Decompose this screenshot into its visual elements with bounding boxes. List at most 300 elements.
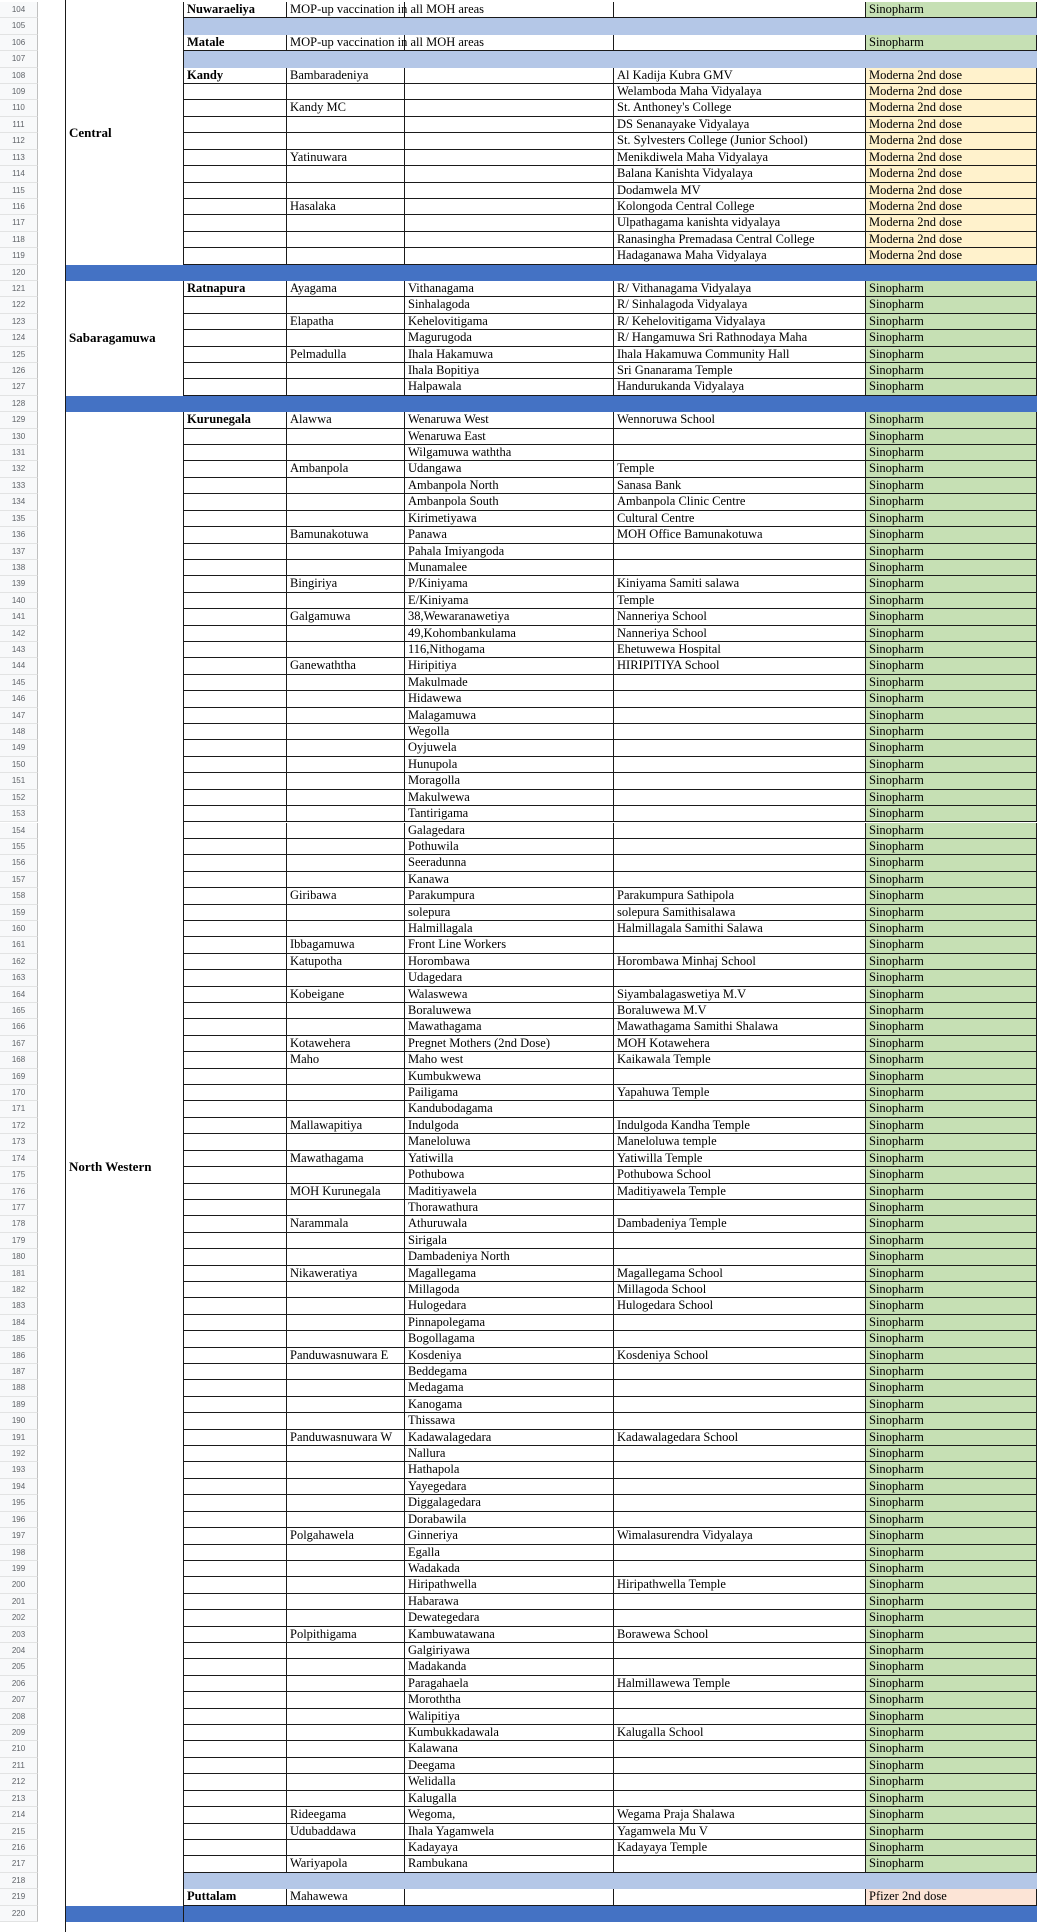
cell-area[interactable] — [405, 84, 614, 100]
cell-district[interactable]: Nuwaraeliya — [184, 2, 287, 18]
cell-center[interactable] — [614, 773, 866, 789]
row-number[interactable]: 145 — [0, 675, 38, 691]
cell-center[interactable] — [614, 937, 866, 953]
cell-vaccine[interactable]: Sinopharm — [866, 987, 1037, 1003]
cell-district[interactable] — [184, 527, 287, 543]
cell-area[interactable]: Ambanpola South — [405, 494, 614, 510]
row-number[interactable]: 129 — [0, 412, 38, 428]
cell-district[interactable] — [184, 1577, 287, 1593]
row-number[interactable]: 203 — [0, 1627, 38, 1643]
cell-vaccine[interactable]: Sinopharm — [866, 1184, 1037, 1200]
cell-center[interactable] — [614, 1331, 866, 1347]
cell-moh[interactable] — [287, 1758, 405, 1774]
row-number[interactable]: 119 — [0, 248, 38, 264]
cell-area[interactable]: Diggalagedara — [405, 1495, 614, 1511]
cell-district[interactable] — [184, 839, 287, 855]
cell-area[interactable]: Beddegama — [405, 1364, 614, 1380]
cell-area[interactable]: Medagama — [405, 1380, 614, 1396]
cell-moh[interactable] — [287, 166, 405, 182]
cell-moh[interactable]: Hasalaka — [287, 199, 405, 215]
cell-area[interactable]: Wenaruwa East — [405, 429, 614, 445]
cell-district[interactable] — [184, 1167, 287, 1183]
cell-area[interactable]: Wegolla — [405, 724, 614, 740]
cell-moh[interactable]: Ambanpola — [287, 461, 405, 477]
cell-district[interactable] — [184, 1298, 287, 1314]
row-number[interactable]: 218 — [0, 1873, 38, 1889]
cell-district[interactable] — [184, 84, 287, 100]
row-number[interactable]: 121 — [0, 281, 38, 297]
cell-district[interactable] — [184, 1200, 287, 1216]
row-number[interactable]: 109 — [0, 84, 38, 100]
cell-vaccine[interactable]: Sinopharm — [866, 1610, 1037, 1626]
cell-center[interactable] — [614, 757, 866, 773]
cell-area[interactable]: Dorabawila — [405, 1512, 614, 1528]
cell-center[interactable]: Kadayaya Temple — [614, 1840, 866, 1856]
row-number[interactable]: 182 — [0, 1282, 38, 1298]
cell-district[interactable] — [184, 1249, 287, 1265]
cell-district[interactable] — [184, 1741, 287, 1757]
row-number[interactable]: 132 — [0, 461, 38, 477]
cell-moh[interactable]: Rideegama — [287, 1807, 405, 1823]
cell-area[interactable] — [405, 166, 614, 182]
cell-area[interactable]: Wenaruwa West — [405, 412, 614, 428]
row-number[interactable]: 213 — [0, 1791, 38, 1807]
cell-center[interactable]: Nanneriya School — [614, 609, 866, 625]
cell-center[interactable]: Welamboda Maha Vidyalaya — [614, 84, 866, 100]
cell-moh[interactable] — [287, 445, 405, 461]
cell-center[interactable]: Balana Kanishta Vidyalaya — [614, 166, 866, 182]
cell-area[interactable]: Kanawa — [405, 872, 614, 888]
cell-area[interactable]: Kalugalla — [405, 1791, 614, 1807]
cell-moh[interactable] — [287, 1462, 405, 1478]
cell-moh[interactable] — [287, 429, 405, 445]
cell-district[interactable]: Kurunegala — [184, 412, 287, 428]
cell-vaccine[interactable]: Sinopharm — [866, 806, 1037, 822]
cell-vaccine[interactable]: Sinopharm — [866, 1413, 1037, 1429]
cell-moh[interactable]: MOP-up vaccination in all MOH areas — [287, 35, 405, 51]
cell-vaccine[interactable]: Sinopharm — [866, 790, 1037, 806]
row-number[interactable]: 112 — [0, 133, 38, 149]
cell-moh[interactable] — [287, 1085, 405, 1101]
cell-center[interactable] — [614, 1758, 866, 1774]
cell-center[interactable]: Kiniyama Samiti salawa — [614, 576, 866, 592]
cell-moh[interactable]: Katupotha — [287, 954, 405, 970]
cell-vaccine[interactable]: Sinopharm — [866, 1118, 1037, 1134]
cell-center[interactable]: MOH Office Bamunakotuwa — [614, 527, 866, 543]
row-number[interactable]: 117 — [0, 215, 38, 231]
cell-district[interactable] — [184, 609, 287, 625]
cell-vaccine[interactable]: Sinopharm — [866, 1282, 1037, 1298]
cell-district[interactable] — [184, 1528, 287, 1544]
cell-vaccine[interactable]: Sinopharm — [866, 1298, 1037, 1314]
cell-area[interactable]: Hiripathwella — [405, 1577, 614, 1593]
row-number[interactable]: 153 — [0, 806, 38, 822]
cell-center[interactable] — [614, 1512, 866, 1528]
cell-district[interactable] — [184, 1627, 287, 1643]
cell-district[interactable]: Ratnapura — [184, 281, 287, 297]
cell-moh[interactable]: Kotawehera — [287, 1036, 405, 1052]
cell-moh[interactable] — [287, 1840, 405, 1856]
row-number[interactable]: 142 — [0, 626, 38, 642]
row-number[interactable]: 194 — [0, 1479, 38, 1495]
cell-vaccine[interactable]: Sinopharm — [866, 1725, 1037, 1741]
cell-moh[interactable] — [287, 1003, 405, 1019]
cell-district[interactable] — [184, 100, 287, 116]
row-number[interactable]: 168 — [0, 1052, 38, 1068]
cell-district[interactable] — [184, 1676, 287, 1692]
row-number[interactable]: 202 — [0, 1610, 38, 1626]
cell-vaccine[interactable]: Sinopharm — [866, 1266, 1037, 1282]
cell-center[interactable]: Horombawa Minhaj School — [614, 954, 866, 970]
cell-district[interactable] — [184, 773, 287, 789]
row-number[interactable]: 165 — [0, 1003, 38, 1019]
cell-center[interactable] — [614, 675, 866, 691]
row-number[interactable]: 199 — [0, 1561, 38, 1577]
cell-district[interactable] — [184, 724, 287, 740]
cell-area[interactable]: Deegama — [405, 1758, 614, 1774]
cell-vaccine[interactable]: Sinopharm — [866, 724, 1037, 740]
cell-vaccine[interactable]: Moderna 2nd dose — [866, 150, 1037, 166]
cell-vaccine[interactable]: Sinopharm — [866, 1200, 1037, 1216]
cell-area[interactable]: Nallura — [405, 1446, 614, 1462]
cell-vaccine[interactable]: Sinopharm — [866, 921, 1037, 937]
cell-center[interactable]: HIRIPITIYA School — [614, 658, 866, 674]
cell-area[interactable]: Ihala Yagamwela — [405, 1824, 614, 1840]
row-number[interactable]: 148 — [0, 724, 38, 740]
row-number[interactable]: 214 — [0, 1807, 38, 1823]
cell-area[interactable]: Indulgoda — [405, 1118, 614, 1134]
cell-moh[interactable] — [287, 1200, 405, 1216]
cell-vaccine[interactable]: Moderna 2nd dose — [866, 84, 1037, 100]
cell-center[interactable]: R/ Kehelovitigama Vidyalaya — [614, 314, 866, 330]
cell-vaccine[interactable]: Sinopharm — [866, 1069, 1037, 1085]
row-number[interactable]: 156 — [0, 855, 38, 871]
cell-district[interactable] — [184, 330, 287, 346]
cell-district[interactable] — [184, 872, 287, 888]
cell-vaccine[interactable]: Sinopharm — [866, 954, 1037, 970]
cell-center[interactable]: Ehetuwewa Hospital — [614, 642, 866, 658]
row-number[interactable]: 122 — [0, 297, 38, 313]
cell-area[interactable]: Hunupola — [405, 757, 614, 773]
cell-district[interactable] — [184, 511, 287, 527]
cell-moh[interactable] — [287, 544, 405, 560]
cell-moh[interactable]: Panduwasnuwara E — [287, 1348, 405, 1364]
cell-center[interactable]: solepura Samithisalawa — [614, 905, 866, 921]
cell-vaccine[interactable]: Sinopharm — [866, 1709, 1037, 1725]
cell-vaccine[interactable]: Sinopharm — [866, 905, 1037, 921]
cell-vaccine[interactable]: Sinopharm — [866, 576, 1037, 592]
cell-area[interactable]: Hidawewa — [405, 691, 614, 707]
cell-moh[interactable] — [287, 1249, 405, 1265]
cell-center[interactable]: Boraluwewa M.V — [614, 1003, 866, 1019]
cell-area[interactable]: Ambanpola North — [405, 478, 614, 494]
cell-center[interactable]: Kolongoda Central College — [614, 199, 866, 215]
row-number[interactable]: 166 — [0, 1019, 38, 1035]
cell-vaccine[interactable]: Sinopharm — [866, 429, 1037, 445]
cell-center[interactable] — [614, 1249, 866, 1265]
cell-vaccine[interactable]: Sinopharm — [866, 1315, 1037, 1331]
cell-vaccine[interactable]: Sinopharm — [866, 1462, 1037, 1478]
cell-district[interactable] — [184, 1069, 287, 1085]
cell-area[interactable]: Panawa — [405, 527, 614, 543]
cell-area[interactable]: Hulogedara — [405, 1298, 614, 1314]
cell-district[interactable] — [184, 1216, 287, 1232]
row-number[interactable]: 172 — [0, 1118, 38, 1134]
cell-district[interactable] — [184, 1364, 287, 1380]
cell-center[interactable]: Yapahuwa Temple — [614, 1085, 866, 1101]
row-number[interactable]: 114 — [0, 166, 38, 182]
cell-district[interactable] — [184, 675, 287, 691]
cell-area[interactable]: Magurugoda — [405, 330, 614, 346]
cell-moh[interactable] — [287, 183, 405, 199]
cell-moh[interactable] — [287, 84, 405, 100]
cell-district[interactable] — [184, 658, 287, 674]
cell-moh[interactable]: Wariyapola — [287, 1856, 405, 1872]
cell-vaccine[interactable]: Sinopharm — [866, 527, 1037, 543]
cell-vaccine[interactable]: Sinopharm — [866, 658, 1037, 674]
cell-moh[interactable] — [287, 773, 405, 789]
cell-area[interactable]: Kandubodagama — [405, 1101, 614, 1117]
cell-moh[interactable]: Polpithigama — [287, 1627, 405, 1643]
cell-district[interactable] — [184, 494, 287, 510]
cell-vaccine[interactable]: Sinopharm — [866, 1348, 1037, 1364]
cell-vaccine[interactable]: Sinopharm — [866, 281, 1037, 297]
row-number[interactable]: 201 — [0, 1594, 38, 1610]
cell-moh[interactable] — [287, 806, 405, 822]
cell-moh[interactable] — [287, 1512, 405, 1528]
cell-district[interactable] — [184, 199, 287, 215]
cell-moh[interactable] — [287, 1577, 405, 1593]
cell-center[interactable] — [614, 560, 866, 576]
row-number[interactable]: 111 — [0, 117, 38, 133]
cell-center[interactable]: Temple — [614, 593, 866, 609]
cell-area[interactable]: Pothuwila — [405, 839, 614, 855]
cell-moh[interactable] — [287, 1019, 405, 1035]
cell-vaccine[interactable]: Moderna 2nd dose — [866, 166, 1037, 182]
cell-area[interactable]: Maneloluwa — [405, 1134, 614, 1150]
cell-vaccine[interactable]: Sinopharm — [866, 855, 1037, 871]
cell-area[interactable]: Rambukana — [405, 1856, 614, 1872]
cell-district[interactable] — [184, 1692, 287, 1708]
cell-district[interactable] — [184, 363, 287, 379]
row-number[interactable]: 185 — [0, 1331, 38, 1347]
cell-area[interactable]: Pothubowa — [405, 1167, 614, 1183]
cell-district[interactable] — [184, 1512, 287, 1528]
cell-vaccine[interactable]: Sinopharm — [866, 937, 1037, 953]
cell-area[interactable]: Tantirigama — [405, 806, 614, 822]
province-cell[interactable]: Sabaragamuwa — [66, 281, 184, 396]
cell-vaccine[interactable]: Sinopharm — [866, 1495, 1037, 1511]
cell-vaccine[interactable]: Sinopharm — [866, 1758, 1037, 1774]
cell-area[interactable]: Kosdeniya — [405, 1348, 614, 1364]
cell-vaccine[interactable]: Moderna 2nd dose — [866, 100, 1037, 116]
cell-area[interactable]: Maditiyawela — [405, 1184, 614, 1200]
cell-center[interactable]: R/ Sinhalagoda Vidyalaya — [614, 297, 866, 313]
cell-district[interactable] — [184, 248, 287, 264]
cell-district[interactable] — [184, 1019, 287, 1035]
cell-district[interactable] — [184, 314, 287, 330]
cell-area[interactable]: Vithanagama — [405, 281, 614, 297]
cell-vaccine[interactable]: Sinopharm — [866, 872, 1037, 888]
row-number[interactable]: 124 — [0, 330, 38, 346]
cell-area[interactable]: Dambadeniya North — [405, 1249, 614, 1265]
cell-vaccine[interactable]: Sinopharm — [866, 1807, 1037, 1823]
row-number[interactable]: 149 — [0, 740, 38, 756]
cell-vaccine[interactable]: Sinopharm — [866, 494, 1037, 510]
cell-center[interactable] — [614, 1610, 866, 1626]
cell-center[interactable]: Hulogedara School — [614, 1298, 866, 1314]
row-number[interactable]: 116 — [0, 199, 38, 215]
cell-district[interactable] — [184, 297, 287, 313]
cell-center[interactable] — [614, 1380, 866, 1396]
cell-area[interactable]: Habarawa — [405, 1594, 614, 1610]
cell-moh[interactable] — [287, 1725, 405, 1741]
row-number[interactable]: 211 — [0, 1758, 38, 1774]
cell-district[interactable] — [184, 1495, 287, 1511]
cell-center[interactable] — [614, 1692, 866, 1708]
cell-moh[interactable] — [287, 839, 405, 855]
cell-center[interactable]: Ihala Hakamuwa Community Hall — [614, 347, 866, 363]
cell-area[interactable]: Sinhalagoda — [405, 297, 614, 313]
row-number[interactable]: 189 — [0, 1397, 38, 1413]
cell-center[interactable] — [614, 823, 866, 839]
cell-vaccine[interactable]: Sinopharm — [866, 1627, 1037, 1643]
province-cell[interactable]: North Western — [66, 412, 184, 1922]
cell-area[interactable]: Paragahaela — [405, 1676, 614, 1692]
cell-vaccine[interactable]: Sinopharm — [866, 1824, 1037, 1840]
cell-vaccine[interactable]: Moderna 2nd dose — [866, 117, 1037, 133]
cell-vaccine[interactable]: Sinopharm — [866, 642, 1037, 658]
cell-area[interactable] — [405, 68, 614, 84]
cell-moh[interactable] — [287, 1774, 405, 1790]
cell-moh[interactable]: Kandy MC — [287, 100, 405, 116]
cell-area[interactable]: Kadawalagedara — [405, 1430, 614, 1446]
row-number[interactable]: 186 — [0, 1348, 38, 1364]
row-number[interactable]: 137 — [0, 544, 38, 560]
cell-district[interactable] — [184, 691, 287, 707]
cell-moh[interactable]: Mallawapitiya — [287, 1118, 405, 1134]
cell-moh[interactable] — [287, 691, 405, 707]
cell-moh[interactable] — [287, 642, 405, 658]
cell-vaccine[interactable]: Sinopharm — [866, 35, 1037, 51]
cell-vaccine[interactable]: Sinopharm — [866, 1249, 1037, 1265]
cell-center[interactable] — [614, 1856, 866, 1872]
cell-area[interactable]: Wadakada — [405, 1561, 614, 1577]
cell-area[interactable]: Boraluwewa — [405, 1003, 614, 1019]
cell-district[interactable] — [184, 921, 287, 937]
cell-center[interactable]: Indulgoda Kandha Temple — [614, 1118, 866, 1134]
cell-moh[interactable] — [287, 921, 405, 937]
cell-center[interactable]: Dambadeniya Temple — [614, 1216, 866, 1232]
cell-center[interactable] — [614, 839, 866, 855]
cell-moh[interactable] — [287, 1397, 405, 1413]
cell-vaccine[interactable]: Sinopharm — [866, 511, 1037, 527]
cell-area[interactable]: Udangawa — [405, 461, 614, 477]
cell-moh[interactable] — [287, 1676, 405, 1692]
cell-moh[interactable] — [287, 970, 405, 986]
cell-moh[interactable]: Panduwasnuwara W — [287, 1430, 405, 1446]
cell-moh[interactable] — [287, 1298, 405, 1314]
row-number[interactable]: 175 — [0, 1167, 38, 1183]
cell-area[interactable]: Galgiriyawa — [405, 1643, 614, 1659]
cell-moh[interactable]: Alawwa — [287, 412, 405, 428]
cell-area[interactable]: Halmillagala — [405, 921, 614, 937]
cell-moh[interactable] — [287, 1561, 405, 1577]
cell-vaccine[interactable]: Moderna 2nd dose — [866, 68, 1037, 84]
row-number[interactable]: 152 — [0, 790, 38, 806]
cell-moh[interactable] — [287, 1364, 405, 1380]
cell-moh[interactable]: Elapatha — [287, 314, 405, 330]
row-number[interactable]: 180 — [0, 1249, 38, 1265]
cell-vaccine[interactable]: Sinopharm — [866, 1101, 1037, 1117]
row-number[interactable]: 169 — [0, 1069, 38, 1085]
cell-center[interactable] — [614, 1774, 866, 1790]
cell-center[interactable] — [614, 1479, 866, 1495]
cell-area[interactable]: Yayegedara — [405, 1479, 614, 1495]
row-number[interactable]: 206 — [0, 1676, 38, 1692]
cell-center[interactable] — [614, 740, 866, 756]
cell-center[interactable] — [614, 855, 866, 871]
row-number[interactable]: 196 — [0, 1512, 38, 1528]
row-number[interactable]: 178 — [0, 1216, 38, 1232]
cell-vaccine[interactable]: Sinopharm — [866, 593, 1037, 609]
cell-center[interactable]: Halmillagala Samithi Salawa — [614, 921, 866, 937]
cell-moh[interactable] — [287, 297, 405, 313]
cell-center[interactable]: Al Kadija Kubra GMV — [614, 68, 866, 84]
cell-center[interactable]: Sri Gnanarama Temple — [614, 363, 866, 379]
cell-district[interactable] — [184, 1331, 287, 1347]
row-number[interactable]: 162 — [0, 954, 38, 970]
cell-center[interactable]: Millagoda School — [614, 1282, 866, 1298]
cell-vaccine[interactable]: Moderna 2nd dose — [866, 199, 1037, 215]
cell-center[interactable]: Wennoruwa School — [614, 412, 866, 428]
cell-moh[interactable] — [287, 1282, 405, 1298]
cell-area[interactable]: solepura — [405, 905, 614, 921]
cell-area[interactable]: E/Kiniyama — [405, 593, 614, 609]
row-number[interactable]: 105 — [0, 18, 38, 34]
cell-center[interactable]: Dodamwela MV — [614, 183, 866, 199]
cell-vaccine[interactable]: Sinopharm — [866, 1052, 1037, 1068]
cell-district[interactable] — [184, 855, 287, 871]
cell-district[interactable] — [184, 954, 287, 970]
cell-moh[interactable]: Bamunakotuwa — [287, 527, 405, 543]
cell-center[interactable] — [614, 35, 866, 51]
row-number[interactable]: 190 — [0, 1413, 38, 1429]
cell-district[interactable] — [184, 1348, 287, 1364]
row-number[interactable]: 130 — [0, 429, 38, 445]
cell-district[interactable] — [184, 379, 287, 395]
cell-area[interactable]: Udagedara — [405, 970, 614, 986]
row-number[interactable]: 163 — [0, 970, 38, 986]
cell-center[interactable]: St. Anthoney's College — [614, 100, 866, 116]
cell-moh[interactable]: Giribawa — [287, 888, 405, 904]
cell-area[interactable]: Thissawa — [405, 1413, 614, 1429]
cell-moh[interactable] — [287, 1594, 405, 1610]
cell-area[interactable]: Halpawala — [405, 379, 614, 395]
cell-area[interactable]: Welidalla — [405, 1774, 614, 1790]
cell-area[interactable] — [405, 2, 614, 18]
row-number[interactable]: 174 — [0, 1151, 38, 1167]
cell-vaccine[interactable]: Sinopharm — [866, 1019, 1037, 1035]
cell-district[interactable] — [184, 232, 287, 248]
cell-vaccine[interactable]: Sinopharm — [866, 1643, 1037, 1659]
cell-area[interactable]: 49,Kohombankulama — [405, 626, 614, 642]
cell-vaccine[interactable]: Sinopharm — [866, 1167, 1037, 1183]
cell-area[interactable] — [405, 35, 614, 51]
row-number[interactable]: 219 — [0, 1889, 38, 1905]
cell-moh[interactable] — [287, 1233, 405, 1249]
row-number[interactable]: 188 — [0, 1380, 38, 1396]
